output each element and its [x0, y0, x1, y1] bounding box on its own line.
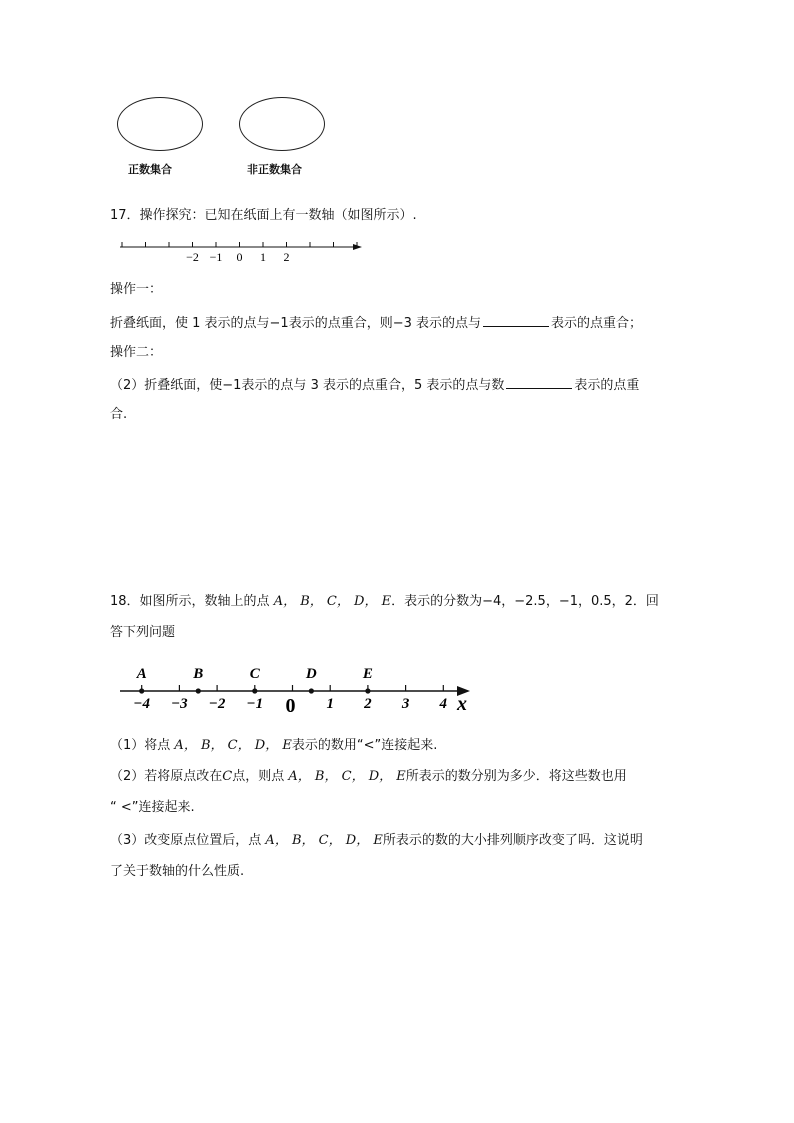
q18-sub2-b: 点，则点 [232, 769, 285, 784]
point-D: D [354, 594, 365, 609]
point-A: A [273, 594, 284, 609]
q18-tick-label: 3 [401, 696, 410, 712]
q18-stem-line1 [110, 592, 659, 612]
point-B: B [200, 738, 211, 753]
point-C: C [326, 594, 337, 609]
point-E: E [381, 594, 392, 609]
q18-stem-points: A， B， C， D， E [273, 594, 392, 609]
q18-stem-mid: ．表示的分数为−4，−2.5，−1，0.5，2．回 [391, 594, 659, 609]
q18-number-line [110, 656, 480, 720]
point-B: B [300, 594, 310, 609]
q18-sub3-line2: 了关于数轴的什么性质. [110, 864, 245, 879]
q18-tick-label: −2 [208, 696, 226, 712]
q18-point-dot [139, 688, 144, 693]
q17-blank-1[interactable] [483, 312, 549, 327]
q18-tick-label: 1 [326, 696, 334, 712]
q18-point-dot [309, 688, 314, 693]
q18-tick-label: 4 [439, 696, 448, 712]
q17-tick-label: −2 [186, 250, 199, 264]
q17-op1-text-a: 折叠纸面，使 1 表示的点与−1表示的点重合，则−3 表示的点与 [110, 316, 481, 331]
point-D: D [345, 833, 357, 848]
q18-sub1-points: A， B， C， D， E [174, 738, 292, 753]
q17-tick-label: 1 [260, 250, 266, 264]
point-E: E [282, 738, 292, 753]
q18-sub3-b: 所表示的数的大小排列顺序改变了吗．这说明 [382, 833, 643, 848]
q18-stem-line2: 答下列问题 [110, 625, 176, 640]
q18-tick-label: −3 [171, 696, 188, 712]
q18-point-label: C [249, 666, 260, 682]
q18-point-dot [252, 688, 257, 693]
q17-op2-text-c: 合. [110, 407, 128, 422]
q17-stem: 17．操作探究：已知在纸面上有一数轴（如图所示）. [110, 208, 417, 223]
q18-sub2-points: A， B， C， D， E [288, 769, 406, 784]
q18-sub1-b: 表示的数用“<”连接起来. [291, 738, 438, 753]
point-E: E [396, 769, 406, 784]
q18-sub2 [110, 767, 627, 787]
point-A: A [288, 769, 298, 784]
q18-sub2-a: （2）若将原点改在 [110, 769, 223, 784]
q18-sub2-c: 所表示的数分别为多少．将这些数也用 [405, 769, 627, 784]
point-E: E [373, 833, 383, 848]
positive-set-oval [117, 97, 203, 151]
q17-op1-title: 操作一： [110, 282, 163, 297]
point-C: C [222, 769, 233, 784]
q18-sub3-a: （3）改变原点位置后，点 [110, 833, 262, 848]
q17-tick-label: 0 [236, 250, 243, 264]
q18-tick-label: 0 [285, 695, 296, 717]
q18-point-dot [196, 688, 201, 693]
point-A: A [265, 833, 275, 848]
q18-point-label: A [136, 666, 147, 682]
point-C: C [318, 833, 329, 848]
axis-x-label: x [457, 693, 467, 715]
q17-tick-label: −1 [209, 250, 223, 264]
q18-point-label: D [305, 666, 317, 682]
q18-tick-label: −4 [133, 696, 150, 712]
q17-op2-title: 操作二： [110, 345, 163, 360]
point-D: D [254, 738, 266, 753]
q18-sub1 [110, 736, 437, 756]
q18-sub1-a: （1）将点 [110, 738, 171, 753]
q18-sub2-line2: “ <”连接起来. [110, 800, 195, 815]
q18-point-dot [365, 688, 370, 693]
q17-op2-text-a: （2）折叠纸面，使−1表示的点与 3 表示的点重合，5 表示的点与数 [110, 378, 505, 393]
q17-number-line [110, 236, 370, 266]
q17-tick-label: 2 [283, 250, 290, 264]
nonpositive-set-label: 非正数集合 [247, 163, 302, 176]
point-C: C [341, 769, 352, 784]
point-A: A [174, 738, 184, 753]
q18-sub3-points: A， B， C， D， E [265, 833, 383, 848]
positive-set-label: 正数集合 [128, 163, 172, 176]
q18-tick-label: −1 [246, 696, 264, 712]
q17-op1-text-b: 表示的点重合； [551, 316, 643, 331]
point-B: B [314, 769, 325, 784]
q18-stem-pre: 18．如图所示，数轴上的点 [110, 594, 270, 609]
q17-op1-text [110, 312, 642, 334]
q17-blank-2[interactable] [506, 374, 572, 389]
q18-sub3 [110, 831, 643, 851]
point-D: D [368, 769, 380, 784]
point-C: C [227, 738, 238, 753]
point-B: B [291, 833, 302, 848]
q17-op2-text-b: 表示的点重 [574, 378, 640, 393]
q18-point-label: E [362, 666, 373, 682]
q18-point-label: B [193, 666, 204, 682]
q17-op2-text [110, 374, 639, 396]
nonpositive-set-oval [239, 97, 325, 151]
q18-tick-label: 2 [364, 696, 372, 712]
